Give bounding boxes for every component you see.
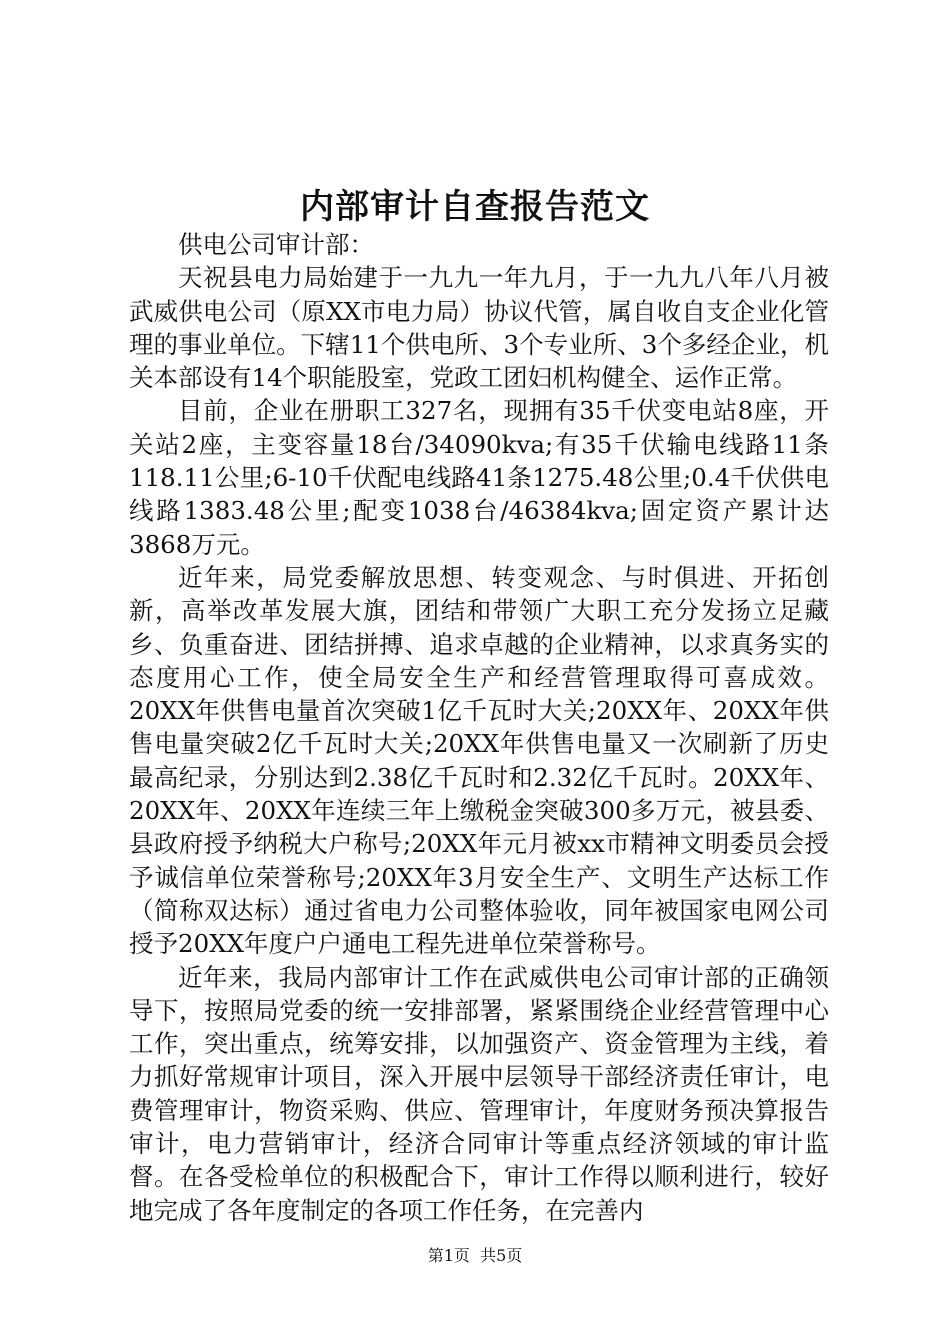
document-body bbox=[129, 228, 829, 1227]
paragraph-intro: 天祝县电力局始建于一九九一年九月，于一九九八年八月被武威供电公司（原XX市电力局）协议代管，属自收自支企业化管理的事业单位。下辖11个供电所、3个专业所、3个多经企业，机关本部设有14个职能股室，党政工团妇机构健全、运作正常。 bbox=[129, 263, 829, 393]
paragraph-audit-work: 近年来，我局内部审计工作在武威供电公司审计部的正确领导下，按照局党委的统一安排部署，紧紧围绕企业经营管理中心工作，突出重点，统筹安排，以加强资产、资金管理为主线，着力抓好常规审计项目，深入开展中层领导干部经济责任审计，电费管理审计，物资采购、供应、管理审计，年度财务预决算报告审计，电力营销审计，经济合同审计等重点经济领域的审计监督。在各受检单位的积极配合下，审计工作得以顺利进行，较好地完成了各年度制定的各项工作任务，在完善内 bbox=[129, 962, 829, 1225]
page-title: 内部审计自查报告范文 bbox=[300, 187, 650, 227]
paragraph-current-status: 目前，企业在册职工327名，现拥有35千伏变电站8座，开关站2座，主变容量18台/34090kva;有35千伏输电线路11条118.11公里;6-10千伏配电线路41条1275.48公里;0.4千伏供电线路1383.48公里;配变1038台/46384kva;固定资产累计达3868万元。 bbox=[129, 396, 829, 559]
paragraph-achievements: 近年来，局党委解放思想、转变观念、与时俱进、开拓创新，高举改革发展大旗，团结和带领广大职工充分发扬立足藏乡、负重奋进、团结拼搏、追求卓越的企业精神，以求真务实的态度用心工作，使全局安全生产和经营管理取得可喜成效。20XX年供售电量首次突破1亿千瓦时大关;20XX年、20XX年供售电量突破2亿千瓦时大关;20XX年供售电量又一次刷新了历史最高纪录，分别达到2.38亿千瓦时和2.32亿千瓦时。20XX年、20XX年、20XX年连续三年上缴税金突破300多万元，被县委、县政府授予纳税大户称号;20XX年元月被xx市精神文明委员会授予诚信单位荣誉称号;20XX年3月安全生产、文明生产达标工作（简称双达标）通过省电力公司整体验收，同年被国家电网公司授予20XX年度户户通电工程先进单位荣誉称号。 bbox=[129, 562, 829, 959]
page-number: 第1页 共5页 bbox=[427, 1246, 523, 1265]
salutation: 供电公司审计部： bbox=[178, 230, 374, 259]
page-footer bbox=[0, 1244, 950, 1268]
